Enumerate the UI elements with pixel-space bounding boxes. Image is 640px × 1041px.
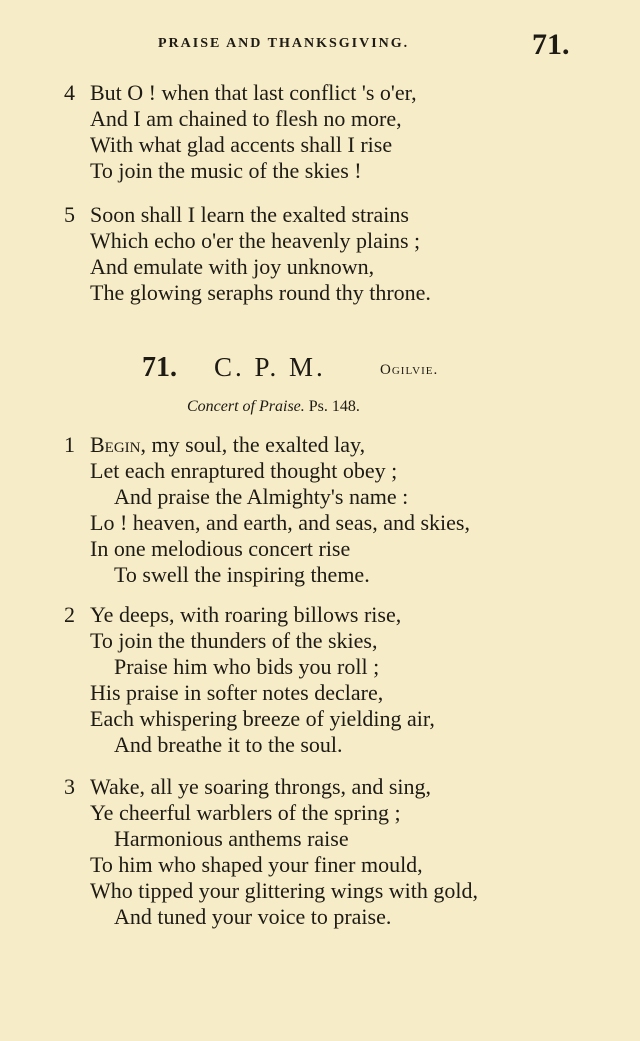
verse-line: And tuned your voice to praise.	[114, 904, 392, 929]
verse-line: Ye cheerful warblers of the spring ;	[90, 800, 401, 825]
first-word: Begin	[90, 432, 141, 457]
stanza-number: 4	[64, 80, 75, 105]
verse-line: Let each enraptured thought obey ;	[90, 458, 398, 483]
hymn-meter: C. P. M.	[214, 352, 326, 382]
running-header: PRAISE AND THANKSGIVING.	[158, 36, 410, 51]
page-number: 71.	[532, 28, 570, 61]
stanza-number: 1	[64, 432, 75, 457]
stanza-number: 3	[64, 774, 75, 799]
hymn-tune: Ogilvie.	[380, 362, 439, 378]
verse-line: And emulate with joy unknown,	[90, 254, 375, 279]
verse-line: In one melodious concert rise	[90, 536, 351, 561]
verse-line: Which echo o'er the heavenly plains ;	[90, 228, 421, 253]
verse-line: Each whispering breeze of yielding air,	[90, 706, 435, 731]
verse-line: To join the music of the skies !	[90, 158, 362, 183]
hymn-number: 71.	[142, 352, 177, 383]
verse-line: Lo ! heaven, and earth, and seas, and skies,	[90, 510, 470, 535]
verse-line	[90, 432, 365, 458]
hymn-title: Concert of Praise.	[187, 398, 305, 415]
stanza-number: 2	[64, 602, 75, 627]
verse-line: To join the thunders of the skies,	[90, 628, 378, 653]
verse-line: Praise him who bids you roll ;	[114, 654, 380, 679]
verse-line: Soon shall I learn the exalted strains	[90, 202, 409, 227]
verse-line: Wake, all ye soaring throngs, and sing,	[90, 774, 431, 799]
hymn-heading	[0, 352, 640, 392]
verse-line: And breathe it to the soul.	[114, 732, 343, 757]
verse-line: Harmonious anthems raise	[114, 826, 349, 851]
verse-line: His praise in softer notes declare,	[90, 680, 384, 705]
verse-line-rest: , my soul, the exalted lay,	[140, 432, 366, 457]
verse-line: And praise the Almighty's name :	[114, 484, 409, 509]
verse-line: The glowing seraphs round thy throne.	[90, 280, 431, 305]
verse-line: Ye deeps, with roaring billows rise,	[90, 602, 402, 627]
verse-line: Who tipped your glittering wings with gold,	[90, 878, 479, 903]
hymn-subtitle	[187, 398, 360, 416]
stanza-number: 5	[64, 202, 75, 227]
verse-line: But O ! when that last conflict 's o'er,	[90, 80, 417, 105]
scripture-reference: Ps. 148.	[308, 398, 360, 415]
verse-line: And I am chained to flesh no more,	[90, 106, 402, 131]
verse-line: To him who shaped your finer mould,	[90, 852, 423, 877]
verse-line: With what glad accents shall I rise	[90, 132, 393, 157]
verse-line: To swell the inspiring theme.	[114, 562, 370, 587]
